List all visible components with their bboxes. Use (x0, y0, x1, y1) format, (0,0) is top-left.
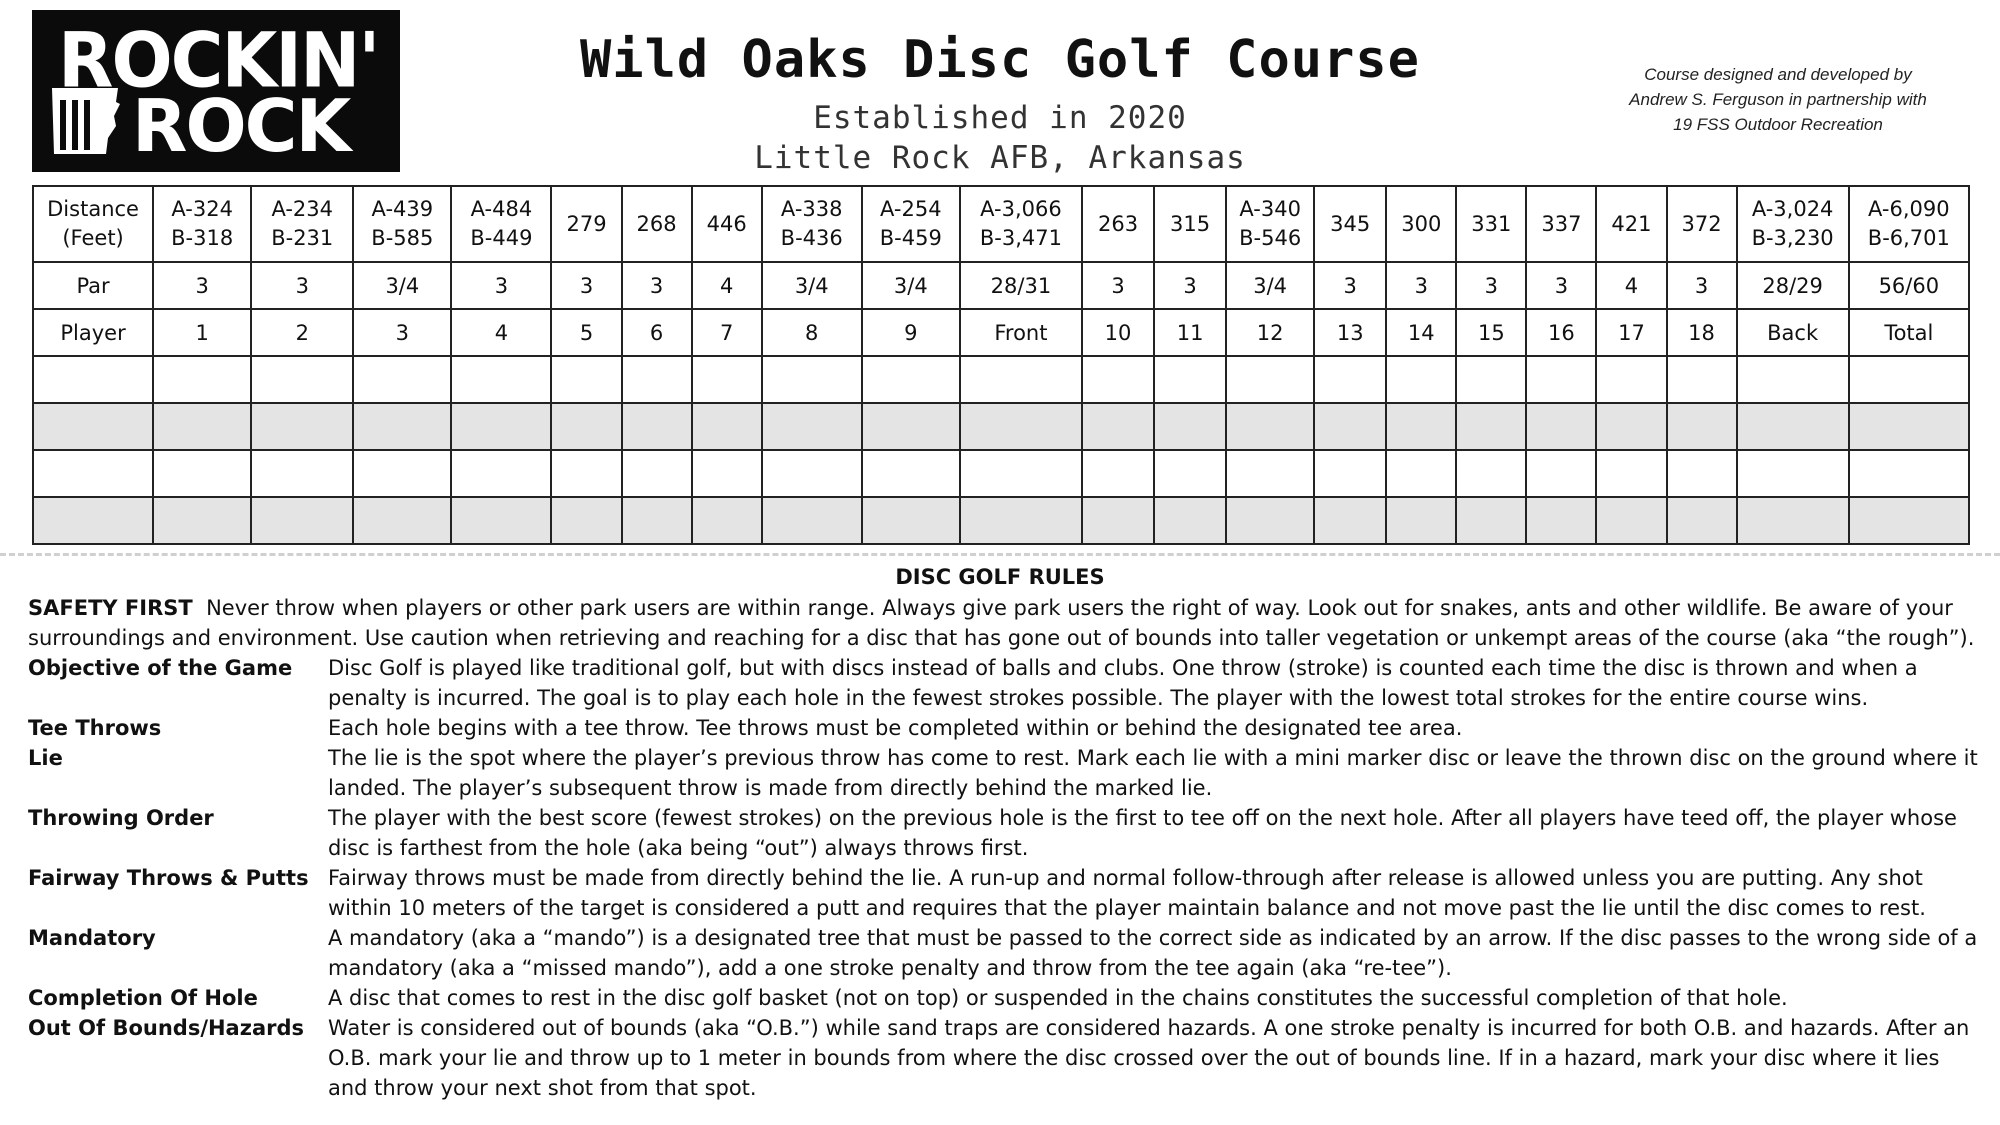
score-cell[interactable] (622, 450, 692, 497)
score-cell[interactable] (1082, 403, 1154, 450)
score-cell[interactable] (1154, 356, 1226, 403)
rule-term: Tee Throws (28, 716, 162, 740)
score-cell[interactable] (551, 403, 621, 450)
score-cell[interactable] (1737, 403, 1849, 450)
score-cell[interactable] (1526, 497, 1596, 544)
score-cell[interactable] (551, 450, 621, 497)
par-cell: 3 (1154, 262, 1226, 309)
rule-term: Out Of Bounds/Hazards (28, 1016, 305, 1040)
rule-term: Fairway Throws & Putts (28, 866, 309, 890)
scorecard-table (32, 185, 1970, 545)
score-cell[interactable] (1849, 356, 1969, 403)
rule-item (28, 923, 1978, 983)
player-name-cell[interactable] (33, 497, 153, 544)
score-cell[interactable] (353, 403, 451, 450)
score-entry-row (33, 356, 1969, 403)
hole-number-cell: Back (1737, 309, 1849, 356)
distance-cell: A-439 B-585 (353, 186, 451, 262)
distance-cell: 268 (622, 186, 692, 262)
score-cell[interactable] (1526, 450, 1596, 497)
rule-item (28, 653, 1978, 713)
credit-line: 19 FSS Outdoor Recreation (1673, 115, 1883, 134)
score-cell[interactable] (1849, 403, 1969, 450)
rule-item (28, 713, 1978, 743)
rule-definition: A mandatory (aka a “mando”) is a designated tree that must be passed to the correct side as indicated by an arrow. If the disc passes to the wrong side of a mandatory (aka a “missed mando”), add a one stroke penalty and throw from the tee again (aka “re-tee”). (328, 926, 1978, 980)
score-cell[interactable] (1526, 356, 1596, 403)
location-text: Little Rock AFB, Arkansas (754, 140, 1246, 176)
par-cell: 3/4 (762, 262, 862, 309)
rule-term: Throwing Order (28, 806, 214, 830)
score-cell[interactable] (1386, 497, 1456, 544)
hole-number-cell: 15 (1456, 309, 1526, 356)
score-cell[interactable] (862, 403, 960, 450)
hole-number-cell: 13 (1314, 309, 1386, 356)
score-cell[interactable] (762, 497, 862, 544)
credit-line: Andrew S. Ferguson in partnership with (1629, 90, 1927, 109)
par-cell: 3/4 (353, 262, 451, 309)
rule-definition: Water is considered out of bounds (aka “O.B.”) while sand traps are considered hazards. A one stroke penalty is incurred for both O.B. and hazards. After an O.B. mark your lie and throw up to 1 meter in bounds from where the disc crossed over the out of bounds line. If in a hazard, mark your disc where it lies and throw your next shot from that spot. (328, 1016, 1970, 1100)
rules-title: DISC GOLF RULES (895, 565, 1105, 589)
distance-cell: 421 (1596, 186, 1666, 262)
rockin-rock-logo (32, 10, 400, 172)
safety-term: SAFETY FIRST (28, 596, 193, 620)
par-cell: 3 (1386, 262, 1456, 309)
rule-definition: Fairway throws must be made from directly behind the lie. A run-up and normal follow-through after release is allowed unless you are putting. Any shot within 10 meters of the target is considered a putt and requires that the player maintain balance and not move past the lie until the disc comes to rest. (328, 866, 1926, 920)
score-cell[interactable] (1456, 403, 1526, 450)
score-cell[interactable] (1596, 450, 1666, 497)
score-cell[interactable] (251, 497, 353, 544)
score-cell[interactable] (1667, 403, 1737, 450)
score-cell[interactable] (960, 356, 1082, 403)
distance-cell: A-324 B-318 (153, 186, 251, 262)
score-entry-row (33, 403, 1969, 450)
rule-term: Completion Of Hole (28, 986, 258, 1010)
player-name-cell[interactable] (33, 450, 153, 497)
score-cell[interactable] (692, 497, 762, 544)
rule-term: Mandatory (28, 926, 156, 950)
par-cell: 3 (153, 262, 251, 309)
rule-item (28, 1013, 1978, 1103)
par-cell: 3 (251, 262, 353, 309)
score-cell[interactable] (451, 497, 551, 544)
score-cell[interactable] (1226, 356, 1314, 403)
distance-cell: A-3,024 B-3,230 (1737, 186, 1849, 262)
score-cell[interactable] (1154, 403, 1226, 450)
score-cell[interactable] (1082, 356, 1154, 403)
distance-cell: 446 (692, 186, 762, 262)
par-cell: 3 (1667, 262, 1737, 309)
score-cell[interactable] (1226, 497, 1314, 544)
score-cell[interactable] (1456, 356, 1526, 403)
rule-item (28, 803, 1978, 863)
score-cell[interactable] (960, 450, 1082, 497)
score-cell[interactable] (1737, 497, 1849, 544)
distance-cell: 279 (551, 186, 621, 262)
score-cell[interactable] (451, 403, 551, 450)
player-row (33, 309, 1969, 356)
score-cell[interactable] (451, 356, 551, 403)
safety-paragraph (28, 593, 1978, 653)
score-cell[interactable] (1154, 497, 1226, 544)
par-cell: 3 (622, 262, 692, 309)
score-cell[interactable] (551, 497, 621, 544)
rule-item (28, 743, 1978, 803)
score-entry-row (33, 450, 1969, 497)
score-cell[interactable] (622, 497, 692, 544)
distance-cell: 331 (1456, 186, 1526, 262)
par-label: Par (33, 262, 153, 309)
rule-definition: The player with the best score (fewest strokes) on the previous hole is the first to tee off on the next hole. After all players have teed off, the player whose disc is farthest from the hole (aka being “out”) always throws first. (328, 806, 1957, 860)
hole-number-cell: 14 (1386, 309, 1456, 356)
score-cell[interactable] (1314, 450, 1386, 497)
score-cell[interactable] (762, 356, 862, 403)
rules-list (28, 653, 1978, 1103)
score-cell[interactable] (622, 356, 692, 403)
rule-term: Lie (28, 746, 63, 770)
score-cell[interactable] (1314, 497, 1386, 544)
distance-cell: 337 (1526, 186, 1596, 262)
score-entry-row (33, 497, 1969, 544)
player-label: Player (33, 309, 153, 356)
hole-number-cell: Total (1849, 309, 1969, 356)
rule-item (28, 863, 1978, 923)
score-cell[interactable] (353, 450, 451, 497)
hole-number-cell: 11 (1154, 309, 1226, 356)
score-cell[interactable] (1596, 403, 1666, 450)
score-cell[interactable] (153, 403, 251, 450)
score-cell[interactable] (1849, 497, 1969, 544)
par-cell: 28/31 (960, 262, 1082, 309)
hole-number-cell: 1 (153, 309, 251, 356)
rule-definition: Each hole begins with a tee throw. Tee throws must be completed within or behind the designated tee area. (328, 716, 1463, 740)
par-cell: 3 (551, 262, 621, 309)
score-cell[interactable] (153, 497, 251, 544)
par-cell: 3 (1456, 262, 1526, 309)
score-cell[interactable] (1737, 450, 1849, 497)
score-cell[interactable] (251, 356, 353, 403)
distance-cell: 345 (1314, 186, 1386, 262)
score-cell[interactable] (1456, 497, 1526, 544)
player-name-cell[interactable] (33, 356, 153, 403)
score-cell[interactable] (1082, 497, 1154, 544)
score-cell[interactable] (1667, 356, 1737, 403)
rule-definition: A disc that comes to rest in the disc golf basket (not on top) or suspended in the chains constitutes the successful completion of that hole. (328, 986, 1788, 1010)
score-cell[interactable] (1737, 356, 1849, 403)
hole-number-cell: 18 (1667, 309, 1737, 356)
hole-number-cell: 12 (1226, 309, 1314, 356)
rule-definition: The lie is the spot where the player’s previous throw has come to rest. Mark each lie with a mini marker disc or leave the thrown disc on the ground where it landed. The player’s subsequent throw is made from directly behind the marked lie. (328, 746, 1978, 800)
score-cell[interactable] (1226, 450, 1314, 497)
score-cell[interactable] (862, 450, 960, 497)
hole-number-cell: 3 (353, 309, 451, 356)
score-cell[interactable] (1849, 450, 1969, 497)
score-cell[interactable] (762, 403, 862, 450)
score-cell[interactable] (692, 450, 762, 497)
score-cell[interactable] (1596, 497, 1666, 544)
hole-number-cell: 7 (692, 309, 762, 356)
logo-line-1: ROCKIN' (58, 15, 379, 105)
score-cell[interactable] (251, 403, 353, 450)
score-cell[interactable] (353, 356, 451, 403)
score-cell[interactable] (862, 497, 960, 544)
safety-text: Never throw when players or other park users are within range. Always give park users the right of way. Look out for snakes, ants and other wildlife. Be aware of your surroundings and environment. Use caution when retrieving and reaching for a disc that has gone out of bounds into taller vegetation or unkempt areas of the course (aka “the rough”). (28, 596, 1975, 650)
score-cell[interactable] (1386, 403, 1456, 450)
score-cell[interactable] (551, 356, 621, 403)
page-title: Wild Oaks Disc Golf Course (580, 30, 1420, 90)
score-cell[interactable] (153, 450, 251, 497)
rule-term: Objective of the Game (28, 656, 293, 680)
logo-line-2: ROCK (132, 84, 350, 168)
distance-cell: A-3,066 B-3,471 (960, 186, 1082, 262)
distance-cell: A-340 B-546 (1226, 186, 1314, 262)
distance-cell: A-484 B-449 (451, 186, 551, 262)
par-cell: 3/4 (862, 262, 960, 309)
rule-definition: Disc Golf is played like traditional golf, but with discs instead of balls and clubs. One throw (stroke) is counted each time the disc is thrown and when a penalty is incurred. The goal is to play each hole in the fewest strokes possible. The player with the lowest total strokes for the entire course wins. (328, 656, 1918, 710)
distance-cell: 315 (1154, 186, 1226, 262)
par-cell: 4 (1596, 262, 1666, 309)
established-text: Established in 2020 (813, 100, 1187, 136)
score-cell[interactable] (1596, 356, 1666, 403)
section-divider (0, 553, 2000, 556)
score-cell[interactable] (153, 356, 251, 403)
distance-cell: 263 (1082, 186, 1154, 262)
distance-cell: A-254 B-459 (862, 186, 960, 262)
score-cell[interactable] (1082, 450, 1154, 497)
par-cell: 56/60 (1849, 262, 1969, 309)
score-cell[interactable] (1456, 450, 1526, 497)
par-cell: 3 (1526, 262, 1596, 309)
score-cell[interactable] (1526, 403, 1596, 450)
score-cell[interactable] (251, 450, 353, 497)
score-cell[interactable] (862, 356, 960, 403)
credit-line: Course designed and developed by (1644, 65, 1912, 84)
distance-label: Distance (Feet) (33, 186, 153, 262)
par-row (33, 262, 1969, 309)
score-cell[interactable] (1314, 403, 1386, 450)
par-cell: 3 (1314, 262, 1386, 309)
hole-number-cell: 5 (551, 309, 621, 356)
score-cell[interactable] (353, 497, 451, 544)
par-cell: 3 (1082, 262, 1154, 309)
score-cell[interactable] (451, 450, 551, 497)
score-cell[interactable] (1314, 356, 1386, 403)
score-cell[interactable] (1226, 403, 1314, 450)
distance-cell: A-234 B-231 (251, 186, 353, 262)
distance-cell: 300 (1386, 186, 1456, 262)
score-cell[interactable] (692, 403, 762, 450)
hole-number-cell: 10 (1082, 309, 1154, 356)
distance-cell: A-338 B-436 (762, 186, 862, 262)
distance-cell: A-6,090 B-6,701 (1849, 186, 1969, 262)
score-cell[interactable] (1667, 497, 1737, 544)
score-cell[interactable] (960, 403, 1082, 450)
hole-number-cell: 2 (251, 309, 353, 356)
course-credit (1578, 62, 1978, 137)
score-cell[interactable] (1386, 450, 1456, 497)
score-cell[interactable] (1154, 450, 1226, 497)
hole-number-cell: 17 (1596, 309, 1666, 356)
score-cell[interactable] (692, 356, 762, 403)
par-cell: 3 (451, 262, 551, 309)
distance-cell: 372 (1667, 186, 1737, 262)
score-cell[interactable] (960, 497, 1082, 544)
hole-number-cell: 6 (622, 309, 692, 356)
rule-item (28, 983, 1978, 1013)
score-cell[interactable] (1386, 356, 1456, 403)
hole-number-cell: 4 (451, 309, 551, 356)
hole-number-cell: Front (960, 309, 1082, 356)
distance-row (33, 186, 1969, 262)
score-cell[interactable] (1667, 450, 1737, 497)
score-cell[interactable] (762, 450, 862, 497)
par-cell: 4 (692, 262, 762, 309)
score-cell[interactable] (622, 403, 692, 450)
par-cell: 3/4 (1226, 262, 1314, 309)
par-cell: 28/29 (1737, 262, 1849, 309)
hole-number-cell: 9 (862, 309, 960, 356)
player-name-cell[interactable] (33, 403, 153, 450)
hole-number-cell: 16 (1526, 309, 1596, 356)
hole-number-cell: 8 (762, 309, 862, 356)
